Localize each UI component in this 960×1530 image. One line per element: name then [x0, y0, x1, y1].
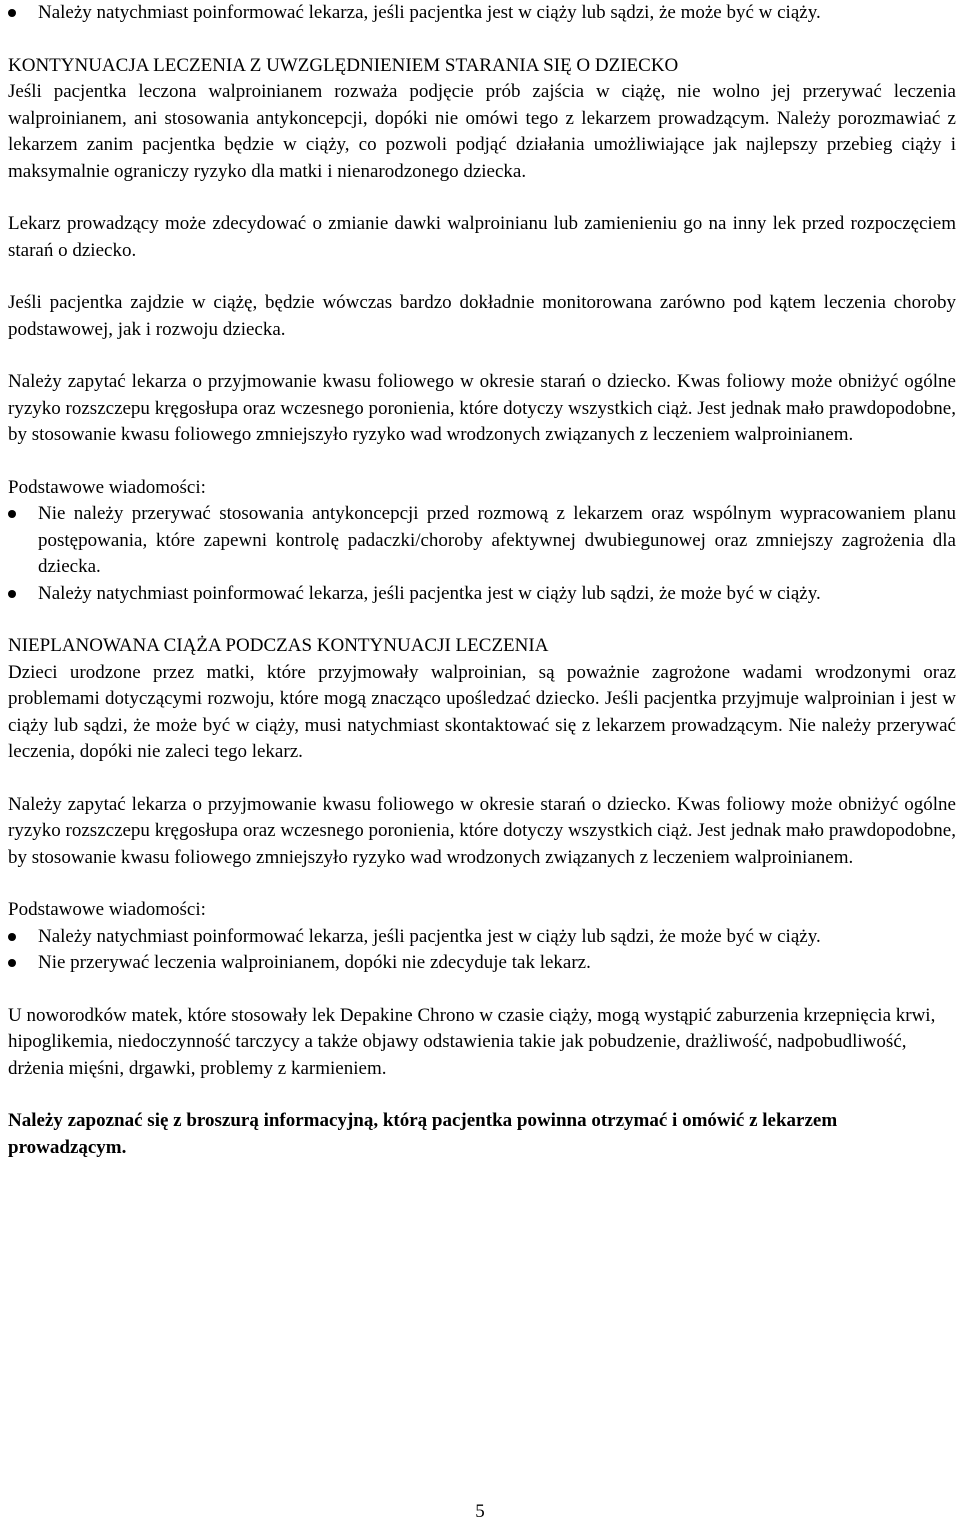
list-item: Należy natychmiast poinformować lekarza, jeśli pacjentka jest w ciąży lub sądzi, że może być w ciąży. [8, 0, 956, 27]
list-item: Należy natychmiast poinformować lekarza, jeśli pacjentka jest w ciąży lub sądzi, że może być w ciąży. [8, 924, 956, 951]
paragraph: Dzieci urodzone przez matki, które przyjmowały walproinian, są poważnie zagrożone wadami wrodzonymi oraz problemami dotyczącymi rozwoju, które mogą znacząco upośledzać dziecko. Jeśli pacjentka przyjmuje walproinian i jest w ciąży lub sądzi, że może być w ciąży, musi natychmiast skontaktować się z lekarzem prowadzącym. Nie należy przerywać leczenia, dopóki nie zaleci tego lekarz. [8, 661, 956, 762]
key-points-list [8, 924, 956, 977]
page-number: 5 [475, 1501, 485, 1522]
key-points-label: Podstawowe wiadomości: [8, 899, 206, 920]
top-bullet-list [8, 0, 956, 27]
paragraph: Jeśli pacjentka zajdzie w ciążę, będzie wówczas bardzo dokładnie monitorowana zarówno pod kątem leczenia choroby podstawowej, jak i rozwoju dziecka. [8, 292, 956, 340]
closing-note: Należy zapoznać się z broszurą informacyjną, którą pacjentka powinna otrzymać i omówić z lekarzem prowadzącym. [8, 1110, 838, 1158]
key-points-list [8, 501, 956, 607]
paragraph: Jeśli pacjentka leczona walproinianem rozważa podjęcie prób zajścia w ciążę, nie wolno jej przerywać leczenia walproinianem, ani stosowania antykoncepcji, dopóki nie omówi tego z lekarzem prowadzącym. Należy porozmawiać z lekarzem zanim pacjentka będzie w ciąży, co pozwoli podjąć działania umożliwiające jak najlepszy przebieg ciąży i maksymalnie ograniczy ryzyko dla matki i nienarodzonego dziecka. [8, 81, 956, 182]
list-item: Należy natychmiast poinformować lekarza, jeśli pacjentka jest w ciąży lub sądzi, że może być w ciąży. [8, 581, 956, 608]
paragraph: Lekarz prowadzący może zdecydować o zmianie dawki walproinianu lub zamienieniu go na inny lek przed rozpoczęciem starań o dziecko. [8, 213, 956, 261]
newborn-paragraph: U noworodków matek, które stosowały lek Depakine Chrono w czasie ciąży, mogą wystąpić zaburzenia krzepnięcia krwi, hipoglikemia, niedoczynność tarczycy a także objawy odstawienia takie jak pobudzenie, drażliwość, nadpobudliwość, drżenia mięśni, drgawki, problemy z karmieniem. [8, 1004, 936, 1079]
section-heading-unplanned-pregnancy: NIEPLANOWANA CIĄŻA PODCZAS KONTYNUACJI LECZENIA [8, 635, 549, 656]
list-item: Nie należy przerywać stosowania antykoncepcji przed rozmową z lekarzem oraz wspólnym wypracowaniem planu postępowania, które zapewni kontrolę padaczki/choroby afektywnej dwubiegunowej oraz zmniejszy zagrożenia dla dziecka. [8, 501, 956, 581]
list-item: Nie przerywać leczenia walproinianem, dopóki nie zdecyduje tak lekarz. [8, 950, 956, 977]
key-points-label: Podstawowe wiadomości: [8, 476, 206, 498]
paragraph: Należy zapytać lekarza o przyjmowanie kwasu foliowego w okresie starań o dziecko. Kwas foliowy może obniżyć ogólne ryzyko rozszczepu kręgosłupa oraz wczesnego poronienia, które dotyczy wszystkich ciąż. Jest jednak mało prawdopodobne, by stosowanie kwasu foliowego zmniejszyło ryzyko wad wrodzonych związanych z leczeniem walproinianem. [8, 793, 956, 868]
section-heading-continuation: KONTYNUACJA LECZENIA Z UWZGLĘDNIENIEM STARANIA SIĘ O DZIECKO [8, 54, 679, 76]
document-page [8, 0, 956, 1161]
paragraph: Należy zapytać lekarza o przyjmowanie kwasu foliowego w okresie starań o dziecko. Kwas foliowy może obniżyć ogólne ryzyko rozszczepu kręgosłupa oraz wczesnego poronienia, które dotyczy wszystkich ciąż. Jest jednak mało prawdopodobne, by stosowanie kwasu foliowego zmniejszyło ryzyko wad wrodzonych związanych z leczeniem walproinianem. [8, 371, 956, 445]
